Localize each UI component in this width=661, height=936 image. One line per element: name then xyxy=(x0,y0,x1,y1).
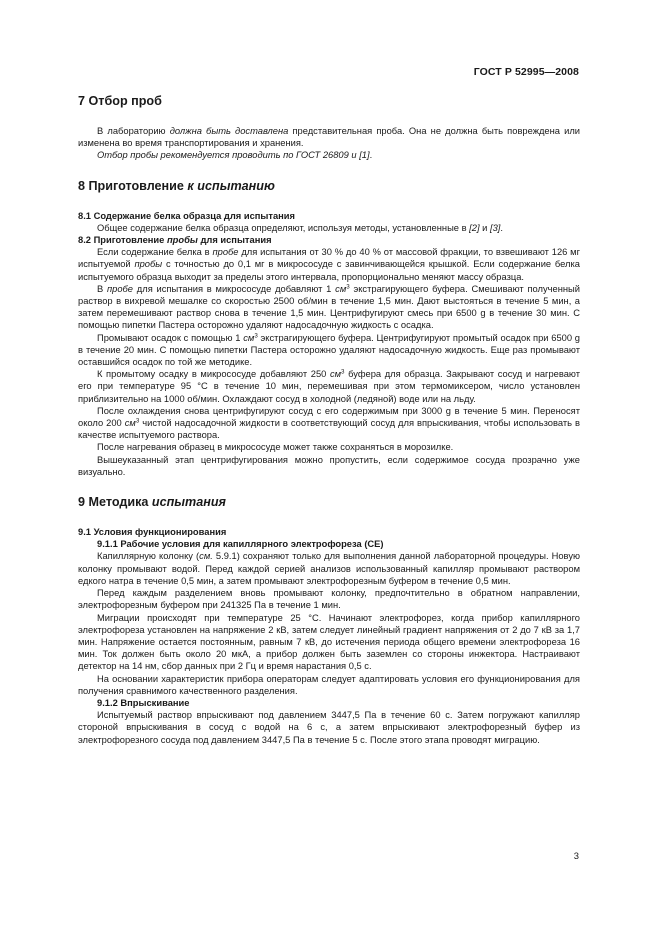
section-8-2-paragraph-1: Если содержание белка в пробе для испытания от 30 % до 40 % от массовой фракции, то взвешивают 126 мг испытуемой пробы с точностью до 0,1 мг в микрососуде с завинчивающейся крышкой. Если содержание белка испытуемого образца выходит за пределы этого интервала, пропорционально меняют массу образца. xyxy=(78,247,581,282)
page-content xyxy=(78,94,580,746)
section-9-1-2-paragraph-1: Испытуемый раствор впрыскивают под давлением 3447,5 Па в течение 60 с. Затем погружают капилляр стороной впрыскивания в сосуд с водой на 6 с, а затем впрыскивают электрофорезный буфер из электрофорезного сосуда под давлением 3447,5 Па в течение 5 с. После этого этапа проводят миграцию. xyxy=(78,710,580,745)
section-7-title: 7 Отбор проб xyxy=(78,94,162,108)
document-header: ГОСТ Р 52995—2008 xyxy=(473,66,579,78)
section-9-1-1-paragraph-2: Перед каждым разделением вновь промывают колонку, предпочтительно в обратном направлении, электрофорезным буфером при 241325 Па в течение 1 мин. xyxy=(78,588,580,611)
section-9-1-1-paragraph-3: Миграции происходят при температуре 25 °С. Начинают электрофорез, когда прибор капиллярного электрофореза установлен на напряжение 2 кВ, затем следует линейный градиент напряжения от 2 до 7 кВ за 1,7 мин. Напряжение остается постоянным, равным 7 кВ, до истечения периода общего времени электрофореза 16 мин. Ток должен быть около 20 мкА, а прибор должен быть заземлен со стороны инжектора. Настраивают детектор на 14 нм, сбор данных при 2 Гц и время нарастания 0,5 с. xyxy=(78,612,580,672)
section-7-paragraph-1: В лабораторию должна быть доставлена представительная проба. Она не должна быть повреждена или изменена во время транспортирования и хранения. xyxy=(78,126,580,149)
section-9-1-1-title: 9.1.1 Рабочие условия для капиллярного электрофореза (СЕ) xyxy=(97,539,384,550)
section-8-1-title: 8.1 Содержание белка образца для испытания xyxy=(78,210,296,221)
section-8-2-paragraph-5: После охлаждения снова центрифугируют сосуд с его содержимым при 3000 g в течение 5 мин. Переносят около 200 $см^3$ чистой надосадочной жидкости в соответствующий сосуд для впрыскивания, чтобы использовать в качестве испытуемого раствора. xyxy=(78,405,580,441)
section-8-title: 8 Приготовление к испытанию xyxy=(78,178,275,193)
section-8-2-title: 8.2 Приготовление пробы для испытания xyxy=(78,235,272,246)
section-8-2-paragraph-3: Промывают осадок с помощью 1 $см^3$ экстрагирующего буфера. Центрифугируют промытый осадок при 6500 g в течение 20 мин. С помощью пипетки Пастера осторожно удаляют надосадочную жидкость. Еще раз промывают оставшийся осадок по той же методике. xyxy=(78,332,580,368)
section-9-title: 9 Методика испытания xyxy=(78,495,226,510)
section-9-1-title: 9.1 Условия функционирования xyxy=(78,527,227,538)
section-8-1-text: Общее содержание белка образца определяют, используя методы, установленные в [2] и [3]. xyxy=(97,222,503,233)
section-8-2-paragraph-7: Вышеуказанный этап центрифугирования можно пропустить, если содержимое сосуда прозрачно уже визуально. xyxy=(78,454,580,477)
section-8-2-paragraph-4: К промытому осадку в микрососуде добавляют 250 $см^3$ буфера для образца. Закрывают сосуд и нагревают его при температуре 95 °С в течение 10 мин, перемешивая при этом термомиксером, число установлен приблизительно на 1000 об/мин. Охлаждают сосуд в холодной (ледяной) воде или на льду. xyxy=(78,368,580,404)
section-9-1-1-paragraph-4: На основании характеристик прибора операторам следует адаптировать условия его функционирования для получения сравнимого качественного разделения. xyxy=(78,673,580,696)
section-8-2-paragraph-2: В пробе для испытания в микрососуде добавляют 1 $см^3$ экстрагирующего буфера. Смешивают полученный раствор в вихревой мешалке со скоростью 2500 об/мин в течение 1,5 мин. Дают выстояться в течение 5 мин, а затем перемешивают раствор снова в течение 1,5 мин. Центрифугируют смесь при 6500 g в течение 30 мин. С помощью пипетки Пастера осторожно удаляют надосадочную жидкость с осадка. xyxy=(78,283,580,331)
page-number: 3 xyxy=(573,850,579,861)
section-7-paragraph-2: Отбор пробы рекомендуется проводить по ГОСТ 26809 и [1]. xyxy=(97,150,373,161)
section-9-1-2-title: 9.1.2 Впрыскивание xyxy=(97,697,190,708)
section-8-2-paragraph-6: После нагревания образец в микрососуде может также сохраняться в морозилке. xyxy=(97,442,454,453)
section-9-1-1-paragraph-1: Капиллярную колонку (см. 5.9.1) сохраняют только для выполнения данной лабораторной процедуры. Новую колонку промывают водой. Перед каждой серией анализов использованный капилляр промывают раствором едкого натра в течение 0,5 мин, а затем промывают электрофорезным буфером в течение 0,5 мин. xyxy=(78,551,580,586)
